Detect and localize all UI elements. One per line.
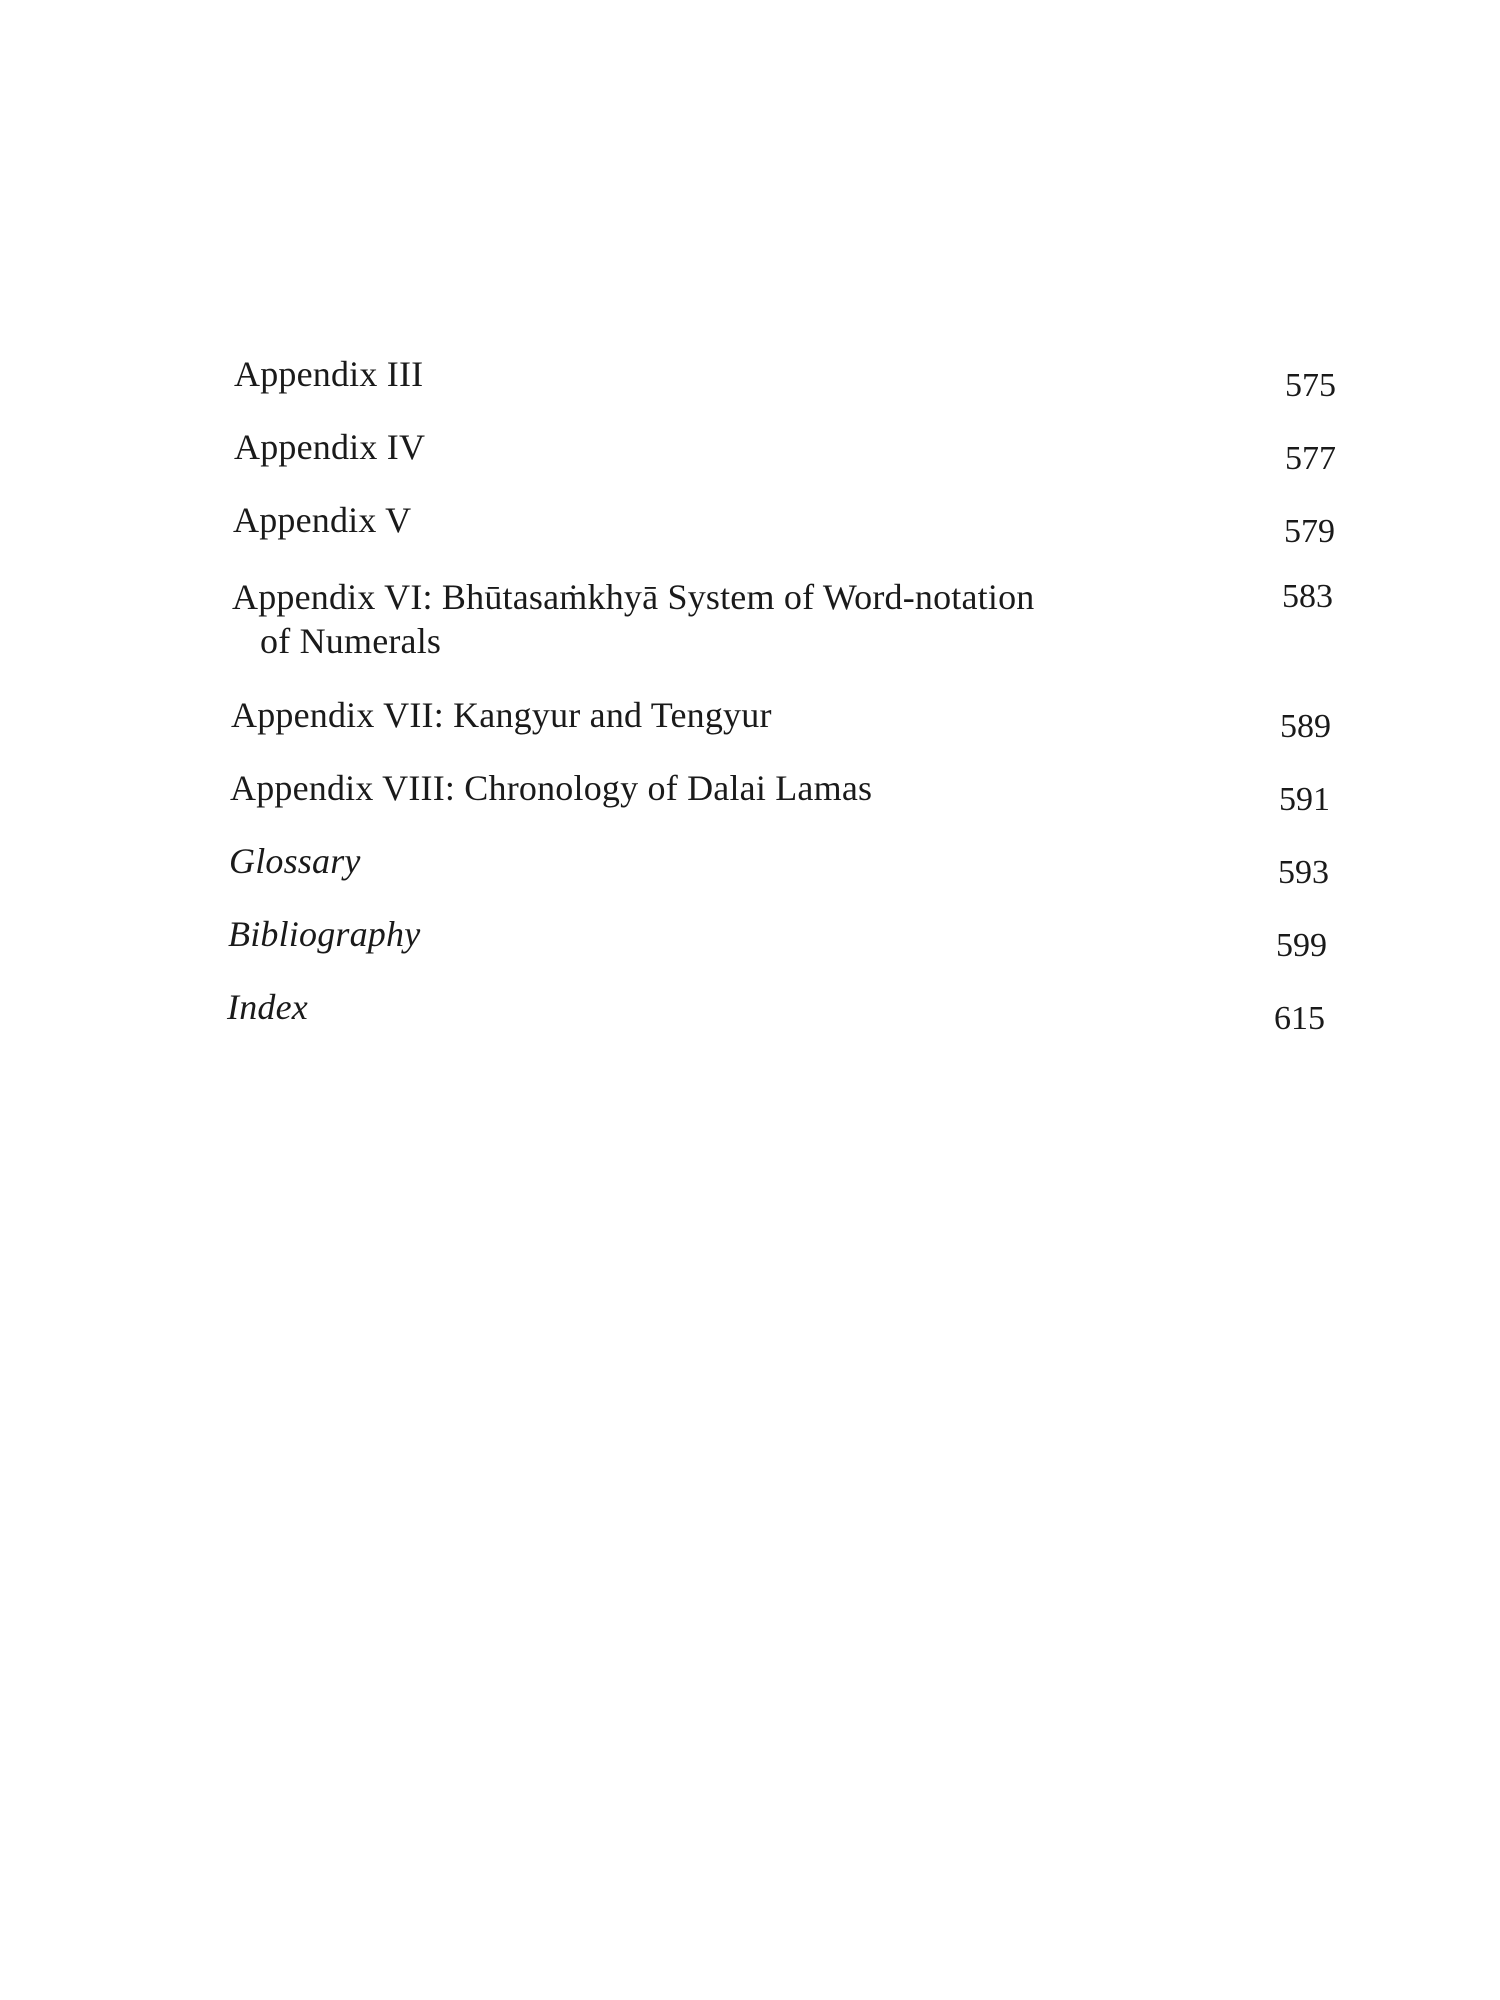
toc-entry-title-continuation: of Numerals [260,621,442,661]
toc-entry-page-number: 579 [1284,513,1335,550]
toc-entry-title: Appendix IV [234,427,426,467]
toc-entry-page-number: 593 [1278,854,1329,891]
toc-entry-title: Appendix VIII: Chronology of Dalai Lamas [230,768,873,808]
toc-entry-glossary[interactable] [229,839,1329,899]
toc-entry-appendix-viii[interactable] [230,766,1330,826]
toc-entry-appendix-iv[interactable] [234,425,1334,485]
toc-entry-title: Appendix III [234,354,424,394]
toc-entry-page-number: 615 [1274,1000,1325,1037]
toc-entry-title: Appendix V [233,500,412,540]
toc-entry-page-number: 577 [1285,440,1336,477]
toc-entry-page-number: 599 [1276,927,1327,964]
toc-entry-title: Bibliography [228,914,421,954]
toc-entry-index[interactable] [227,985,1327,1045]
toc-entry-title: Appendix VI: Bhūtasaṁkhyā System of Word-notation [232,577,1035,617]
toc-entry-appendix-iii[interactable] [234,352,1334,412]
toc-entry-title-block [232,575,1035,663]
toc-entry-page-number: 589 [1280,708,1331,745]
toc-entry-appendix-vi[interactable] [232,575,1333,661]
toc-entry-page-number: 583 [1282,578,1333,615]
toc-entry-bibliography[interactable] [228,912,1328,972]
toc-entry-title: Glossary [229,841,361,881]
toc-entry-title: Index [227,987,308,1027]
toc-entry-title: Appendix VII: Kangyur and Tengyur [231,695,772,735]
toc-entry-page-number: 575 [1285,367,1336,404]
toc-entry-page-number: 591 [1279,781,1330,818]
toc-entry-appendix-v[interactable] [233,498,1333,558]
toc-entry-appendix-vii[interactable] [231,693,1331,753]
